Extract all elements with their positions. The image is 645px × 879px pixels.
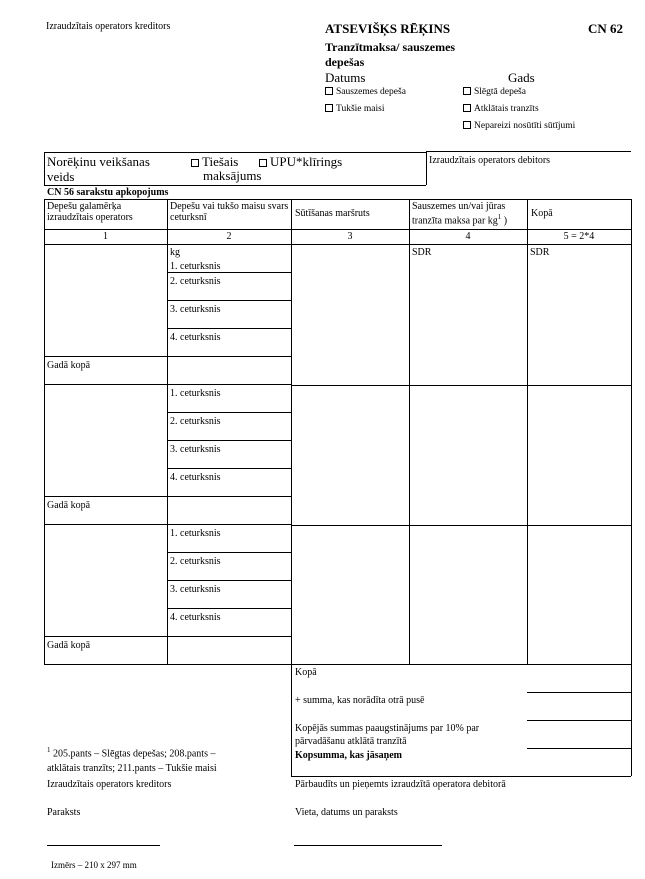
form-subtitle-line2: depešas: [325, 55, 365, 69]
option-upu-clearing[interactable]: [259, 155, 342, 169]
checkbox-icon: [325, 104, 333, 112]
totals-increase-line2: pārvadāšanu atklātā tranzītā: [295, 736, 407, 747]
option-direct-payment-line2: maksājums: [203, 168, 262, 183]
year-total-label: Gadā kopā: [47, 360, 91, 371]
checkbox-icon: [463, 104, 471, 112]
settlement-method-label-line2: veids: [47, 169, 75, 184]
quarter-label: 2. ceturksnis: [170, 416, 221, 427]
checkbox-closed-mail[interactable]: [463, 87, 526, 98]
quarter-label: 4. ceturksnis: [170, 612, 221, 623]
unit-kg: kg: [170, 247, 180, 258]
size-note: Izmērs – 210 x 297 mm: [51, 860, 137, 870]
settlement-method-label-line1: Norēķinu veikšanas: [47, 154, 150, 169]
checkbox-icon: [259, 159, 267, 167]
checkbox-land-mail[interactable]: [325, 87, 406, 98]
quarter-label: 4. ceturksnis: [170, 332, 221, 343]
form-title: ATSEVIŠĶS RĒĶINS: [325, 21, 451, 36]
col-number-5: 5 = 2*4: [563, 231, 595, 242]
header-total: Kopā: [531, 208, 553, 219]
quarter-label: 2. ceturksnis: [170, 556, 221, 567]
footnote-mark: 1: [47, 746, 51, 754]
checkbox-icon: [325, 87, 333, 95]
header-destination-operator: Depešu galamērķa izraudzītais operators: [47, 201, 133, 223]
creditor-operator-label: Izraudzītais operators kreditors: [46, 21, 171, 32]
header-transit-charge-suffix: ): [503, 215, 508, 227]
debtor-operator-label: Izraudzītais operators debitors: [429, 155, 551, 166]
checkbox-missent-items[interactable]: [463, 121, 575, 132]
quarter-label: 1. ceturksnis: [170, 528, 221, 539]
col-number-2: 2: [226, 231, 232, 242]
date-label: Datums: [325, 70, 366, 85]
quarter-label: 3. ceturksnis: [170, 584, 221, 595]
checkbox-icon: [191, 159, 199, 167]
footnote-line2: atklātais tranzīts; 211.pants – Tukšie maisi: [47, 763, 217, 774]
footnote-marker: 1: [497, 213, 502, 221]
totals-plus-other-side: + summa, kas norādīta otrā pusē: [295, 695, 425, 706]
footnote-line1: [47, 745, 215, 759]
form-subtitle-line1: Tranzītmaksa/ sauszemes: [325, 40, 456, 54]
place-date-signature-label: Vieta, datums un paraksts: [295, 807, 398, 818]
year-total-label: Gadā kopā: [47, 500, 91, 511]
quarter-label: 3. ceturksnis: [170, 444, 221, 455]
col-number-4: 4: [465, 231, 471, 242]
signature-creditor-operator: Izraudzītais operators kreditors: [47, 779, 172, 790]
checkbox-icon: [463, 121, 471, 129]
year-total-label: Gadā kopā: [47, 640, 91, 651]
footnote-text: 205.pants – Slēgtas depešas; 208.pants –: [53, 748, 216, 760]
quarter-label: 2. ceturksnis: [170, 276, 221, 287]
totals-total-label: Kopā: [295, 667, 317, 678]
checkbox-label: Atklātais tranzīts: [474, 104, 539, 114]
grand-total-label: Kopsumma, kas jāsaņem: [295, 750, 402, 761]
col-number-3: 3: [347, 231, 353, 242]
col-number-1: 1: [103, 231, 108, 242]
checked-accepted-label: Pārbaudīts un pieņemts izraudzītā operatora debitorā: [295, 779, 506, 790]
quarter-label: 3. ceturksnis: [170, 304, 221, 315]
form-code: CN 62: [588, 21, 624, 36]
option-label: Tiešais: [202, 154, 239, 169]
header-transit-charge: [412, 201, 526, 226]
table-caption: CN 56 sarakstu apkopojums: [47, 187, 169, 198]
checkbox-empty-bags[interactable]: [325, 104, 384, 115]
quarter-label: 1. ceturksnis: [170, 388, 221, 399]
header-route: Sūtīšanas maršruts: [295, 208, 370, 219]
header-weight: Depešu vai tukšo maisu svars ceturksnī: [170, 201, 289, 223]
checkbox-label: Nepareizi nosūtīti sūtījumi: [474, 121, 576, 131]
checkbox-open-transit[interactable]: [463, 104, 539, 115]
quarter-label: 4. ceturksnis: [170, 472, 221, 483]
checkbox-label: Sauszemes depeša: [336, 87, 406, 97]
unit-sdr: SDR: [412, 247, 432, 258]
header-transit-charge-text: Sauszemes un/vai jūras tranzīta maksa par kg: [412, 201, 506, 227]
totals-increase-line1: Kopējās summas paaugstinājums par 10% par: [295, 723, 480, 734]
quarter-label: 1. ceturksnis: [170, 261, 221, 272]
checkbox-icon: [463, 87, 471, 95]
option-label: UPU*klīrings: [270, 154, 343, 169]
checkbox-label: Tukšie maisi: [336, 104, 385, 114]
signature-line-debtor[interactable]: [294, 845, 442, 846]
option-direct-payment[interactable]: [191, 155, 238, 169]
unit-sdr-total: SDR: [530, 247, 550, 258]
signature-label: Paraksts: [47, 807, 81, 818]
year-label: Gads: [508, 70, 535, 85]
checkbox-label: Slēgtā depeša: [474, 87, 526, 97]
signature-line-creditor[interactable]: [47, 845, 160, 846]
